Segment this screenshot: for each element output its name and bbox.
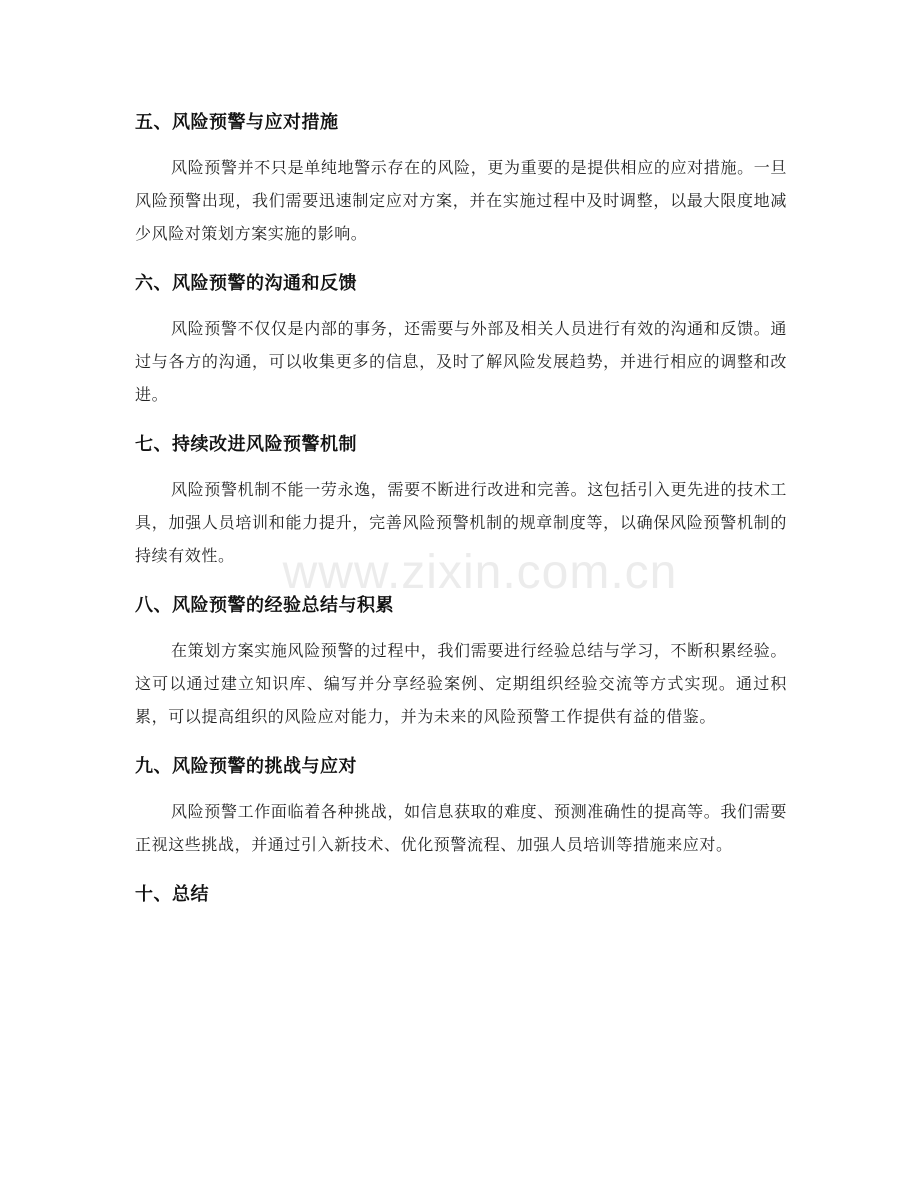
section-body-5: 风险预警并不只是单纯地警示存在的风险，更为重要的是提供相应的应对措施。一旦风险预警出现，我们需要迅速制定应对方案，并在实施过程中及时调整，以最大限度地减少风险对策划方案实施的影响。 [135,158,787,243]
section-heading-5: 五、风险预警与应对措施 [135,112,339,133]
section-body-9: 风险预警工作面临着各种挑战，如信息获取的难度、预测准确性的提高等。我们需要正视这些挑战，并通过引入新技术、优化预警流程、加强人员培训等措施来应对。 [135,802,787,854]
section-heading-6: 六、风险预警的沟通和反馈 [135,273,357,294]
section-heading-10: 十、总结 [135,884,209,905]
section-body-7: 风险预警机制不能一劳永逸，需要不断进行改进和完善。这包括引入更先进的技术工具，加强人员培训和能力提升，完善风险预警机制的规章制度等，以确保风险预警机制的持续有效性。 [135,480,787,565]
section-body-6: 风险预警不仅仅是内部的事务，还需要与外部及相关人员进行有效的沟通和反馈。通过与各方的沟通，可以收集更多的信息，及时了解风险发展趋势，并进行相应的调整和改进。 [135,319,787,404]
section-heading-7: 七、持续改进风险预警机制 [135,434,357,455]
section-heading-9: 九、风险预警的挑战与应对 [135,756,357,777]
section-heading-8: 八、风险预警的经验总结与积累 [135,595,394,616]
section-body-8: 在策划方案实施风险预警的过程中，我们需要进行经验总结与学习，不断积累经验。这可以通过建立知识库、编写并分享经验案例、定期组织经验交流等方式实现。通过积累，可以提高组织的风险应对能力，并为未来的风险预警工作提供有益的借鉴。 [135,641,787,726]
watermark: www.zixin.com.cn [282,546,678,599]
document-content [135,103,787,915]
